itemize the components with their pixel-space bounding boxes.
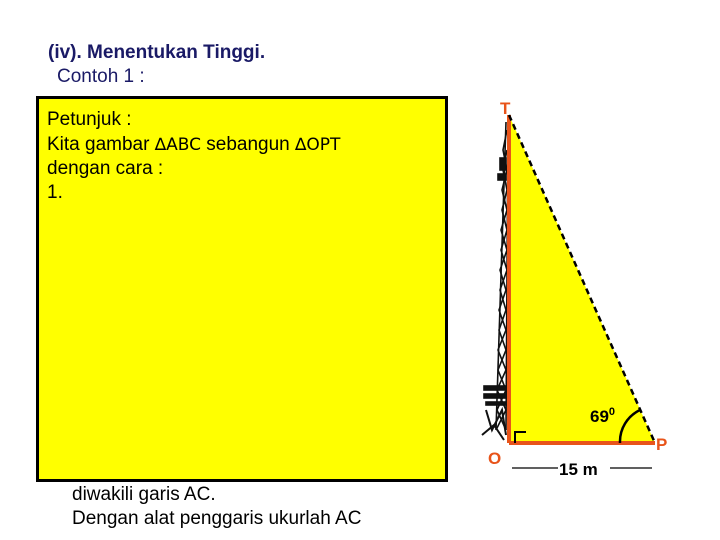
example-label: Contoh 1 : xyxy=(57,66,145,87)
instruction-step-1: 1. xyxy=(47,182,63,203)
text-measure-ac: Dengan alat penggaris ukurlah AC xyxy=(72,508,362,529)
instruction-middle: sebangun xyxy=(200,134,296,155)
tower-illustration xyxy=(482,122,508,440)
instruction-similarity-line xyxy=(47,133,340,157)
instruction-title: Petunjuk : xyxy=(47,109,132,130)
instruction-prefix: Kita gambar xyxy=(47,134,155,155)
section-heading: (iv). Menentukan Tinggi. xyxy=(48,42,266,63)
vertex-label-p: P xyxy=(656,435,668,454)
degree-symbol: 0 xyxy=(608,406,616,418)
text-ac-represented: diwakili garis AC. xyxy=(72,484,216,505)
triangle-abc-label: ∆ABC xyxy=(154,135,201,155)
triangle-opt-label: ∆OPT xyxy=(295,135,341,155)
vertex-label-t: T xyxy=(500,99,511,118)
tower-triangle-diagram xyxy=(440,90,720,490)
angle-value: $69^0$ xyxy=(590,406,616,426)
instruction-method-line: dengan cara : xyxy=(47,158,164,179)
base-length-label: 15 m xyxy=(559,460,598,479)
vertex-label-o: O xyxy=(488,449,502,468)
instruction-box xyxy=(36,96,448,482)
